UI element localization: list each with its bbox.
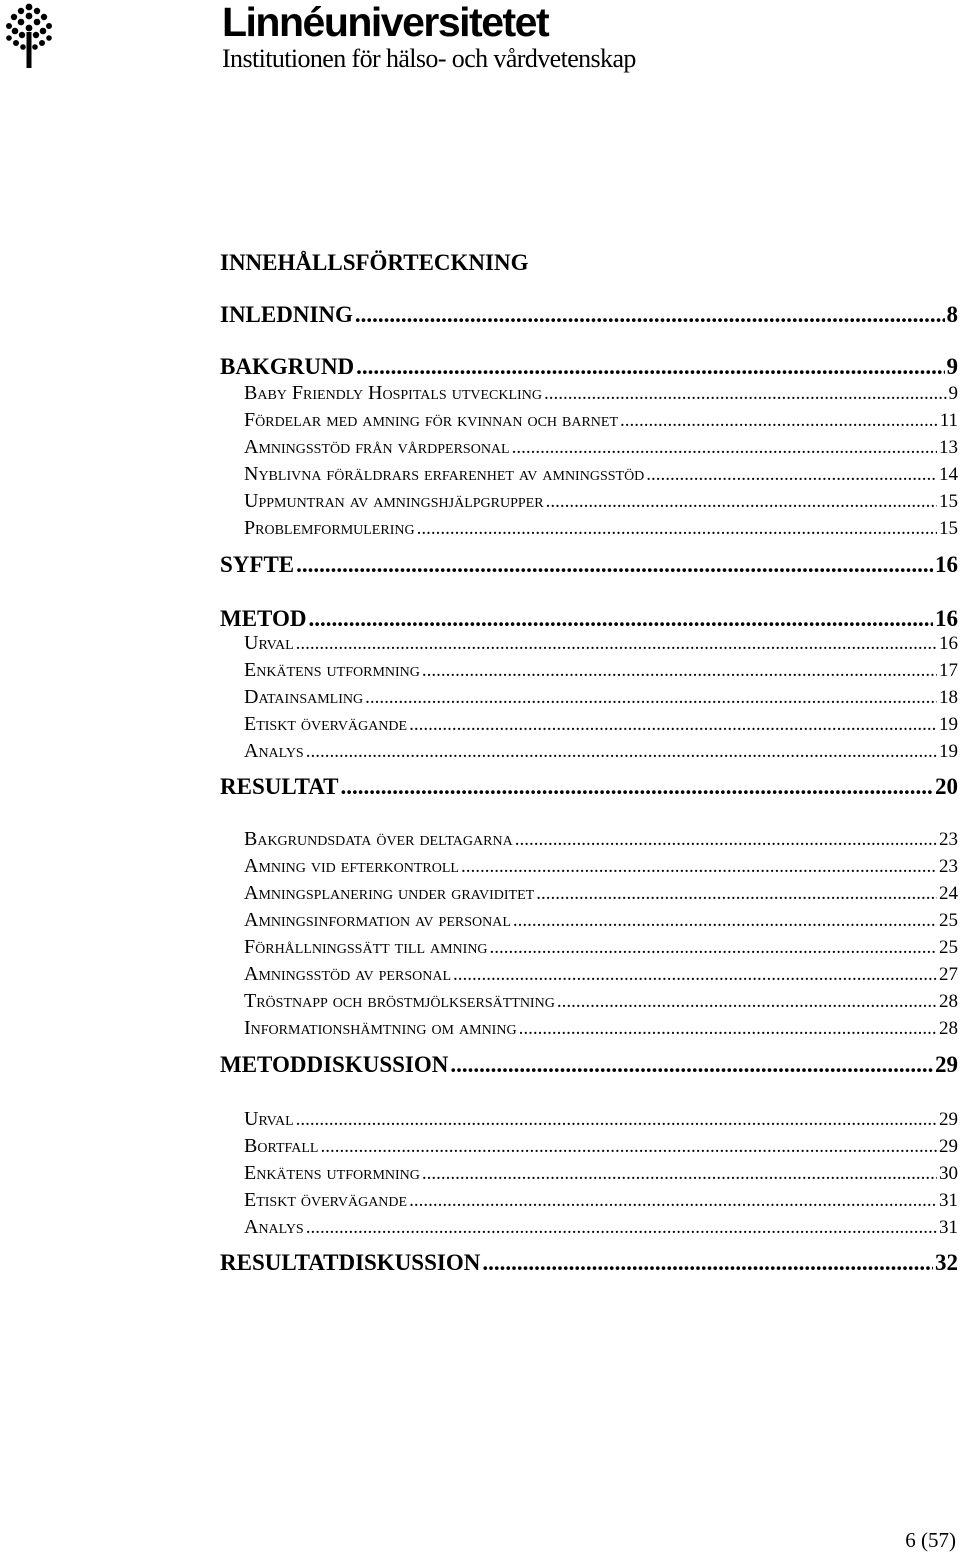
- toc-entry: [220, 382, 958, 405]
- toc-entry-page: 28: [939, 991, 958, 1012]
- toc-entry: [220, 1135, 958, 1158]
- toc-leader-dots: [461, 856, 937, 878]
- toc-entry-label: Tröstnapp och bröstmjölksersättning: [244, 990, 555, 1012]
- toc-entry: [220, 855, 958, 878]
- toc-leader-dots: [355, 302, 945, 328]
- toc-entry-label: Baby Friendly Hospitals utveckling: [244, 382, 542, 404]
- toc-entry: [220, 552, 958, 578]
- page-header: [0, 0, 960, 80]
- toc-entry-label: Amning vid efterkontroll: [244, 855, 459, 877]
- toc-entry-page: 17: [939, 660, 958, 681]
- toc-entry: [220, 1250, 958, 1276]
- toc-entry-page: 31: [939, 1190, 958, 1211]
- institution-name: Institutionen för hälso- och vårdvetenskap: [222, 44, 636, 73]
- toc-entry: [220, 409, 958, 432]
- toc-entry-page: 25: [939, 937, 958, 958]
- toc-entry-label: Problemformulering: [244, 517, 415, 539]
- toc-entry: [220, 774, 958, 800]
- toc-entry-page: 19: [939, 714, 958, 735]
- toc-entry-page: 9: [946, 354, 958, 379]
- toc-leader-dots: [306, 1217, 937, 1239]
- toc-entry: [220, 517, 958, 540]
- toc-leader-dots: [308, 606, 933, 632]
- toc-entry: [220, 1216, 958, 1239]
- toc-entry-page: 24: [939, 883, 958, 904]
- toc-entry: [220, 1017, 958, 1040]
- toc-entry-label: METOD: [220, 606, 307, 631]
- toc-entry-label: Amningsstöd av personal: [244, 963, 451, 985]
- tree-logo-icon: [4, 2, 54, 68]
- toc-entry-page: 19: [939, 741, 958, 762]
- toc-entry: [220, 963, 958, 986]
- toc-entry-label: Analys: [244, 1216, 304, 1238]
- toc-leader-dots: [490, 937, 937, 959]
- toc-heading: INNEHÅLLSFÖRTECKNING: [220, 250, 529, 275]
- toc-entry: [220, 632, 958, 655]
- toc-entry-page: 25: [939, 910, 958, 931]
- toc-entry: [220, 1108, 958, 1131]
- toc-leader-dots: [296, 633, 937, 655]
- toc-entry-label: BAKGRUND: [220, 354, 355, 379]
- toc-entry-label: RESULTAT: [220, 774, 339, 799]
- toc-entry-page: 27: [939, 964, 958, 985]
- toc-leader-dots: [320, 1136, 937, 1158]
- toc-entry: [220, 740, 958, 763]
- toc-leader-dots: [544, 383, 947, 405]
- toc-leader-dots: [422, 1163, 937, 1185]
- toc-entry-page: 15: [939, 491, 958, 512]
- toc-entry-page: 29: [939, 1136, 958, 1157]
- toc-entry-label: Amningsstöd från vårdpersonal: [244, 436, 510, 458]
- toc-leader-dots: [557, 991, 937, 1013]
- toc-entry-label: Urval: [244, 1108, 294, 1130]
- toc-leader-dots: [453, 964, 937, 986]
- toc-entry-page: 9: [948, 383, 958, 404]
- toc-entry-label: Enkätens utformning: [244, 1162, 420, 1184]
- toc-entry-label: Fördelar med amning för kvinnan och barnet: [244, 409, 619, 431]
- toc-entry: [220, 606, 958, 632]
- toc-entry-label: Urval: [244, 632, 294, 654]
- toc-leader-dots: [306, 741, 937, 763]
- university-name: Linnéuniversitetet: [222, 0, 549, 45]
- toc-entry-label: Etiskt övervägande: [244, 713, 408, 735]
- toc-entry-label: Amningsplanering under graviditet: [244, 882, 535, 904]
- toc-leader-dots: [519, 1018, 937, 1040]
- toc-entry: [220, 936, 958, 959]
- toc-entry-page: 13: [939, 437, 958, 458]
- toc-entry: [220, 463, 958, 486]
- toc-entry-label: Enkätens utformning: [244, 659, 420, 681]
- toc-entry-label: Datainsamling: [244, 686, 364, 708]
- toc-entry-label: Förhållningssätt till amning: [244, 936, 488, 958]
- toc-leader-dots: [513, 910, 937, 932]
- toc-entry-label: Analys: [244, 740, 304, 762]
- toc-leader-dots: [296, 552, 933, 578]
- toc-leader-dots: [409, 1190, 937, 1212]
- toc-entry-label: Nyblivna föräldrars erfarenhet av amningsstöd: [244, 463, 645, 485]
- toc-entry-page: 29: [935, 1052, 958, 1077]
- toc-leader-dots: [417, 518, 937, 540]
- toc-entry-page: 30: [939, 1163, 958, 1184]
- toc-leader-dots: [422, 660, 937, 682]
- page-number: 6 (57): [905, 1528, 956, 1552]
- toc-entry-label: Bortfall: [244, 1135, 319, 1157]
- toc-entry: [220, 1162, 958, 1185]
- toc-entry: [220, 1052, 958, 1078]
- toc-leader-dots: [515, 829, 937, 851]
- toc-entry: [220, 490, 958, 513]
- toc-entry: [220, 659, 958, 682]
- toc-entry-page: 16: [935, 552, 958, 577]
- toc-entry-label: Bakgrundsdata över deltagarna: [244, 828, 513, 850]
- toc-entry-page: 15: [939, 518, 958, 539]
- toc-leader-dots: [646, 464, 937, 486]
- toc-entry-page: 16: [935, 606, 958, 631]
- toc-entry-label: RESULTATDISKUSSION: [220, 1250, 481, 1275]
- toc-entry: [220, 354, 958, 380]
- toc-entry: [220, 990, 958, 1013]
- toc-entry: [220, 436, 958, 459]
- toc-leader-dots: [546, 491, 937, 513]
- toc-entry: [220, 909, 958, 932]
- toc-leader-dots: [296, 1109, 937, 1131]
- toc-entry-page: 28: [939, 1018, 958, 1039]
- toc-entry-page: 29: [939, 1109, 958, 1130]
- toc-entry-page: 23: [939, 856, 958, 877]
- toc-entry-label: Amningsinformation av personal: [244, 909, 511, 931]
- toc-entry: [220, 882, 958, 905]
- toc-entry-label: Uppmuntran av amningshjälpgrupper: [244, 490, 544, 512]
- toc-entry: [220, 302, 958, 328]
- toc-leader-dots: [409, 714, 937, 736]
- toc-entry-page: 11: [939, 410, 958, 431]
- toc-entry-page: 14: [939, 464, 958, 485]
- toc-leader-dots: [356, 354, 944, 380]
- toc-entry-label: METODDISKUSSION: [220, 1052, 449, 1077]
- toc-leader-dots: [450, 1052, 933, 1078]
- toc-entry-page: 16: [939, 633, 958, 654]
- toc-entry-label: Etiskt övervägande: [244, 1189, 408, 1211]
- toc-entry-page: 18: [939, 687, 958, 708]
- toc-entry-page: 23: [939, 829, 958, 850]
- toc-entry-page: 20: [935, 774, 958, 799]
- toc-entry-label: SYFTE: [220, 552, 295, 577]
- toc-entry: [220, 1189, 958, 1212]
- toc-leader-dots: [620, 410, 938, 432]
- toc-entry-page: 31: [939, 1217, 958, 1238]
- toc-entry: [220, 713, 958, 736]
- toc-entry-page: 8: [946, 302, 958, 327]
- toc-leader-dots: [512, 437, 937, 459]
- toc-entry: [220, 828, 958, 851]
- toc-entry-page: 32: [935, 1250, 958, 1275]
- toc-entry: [220, 686, 958, 709]
- toc-entry-label: Informationshämtning om amning: [244, 1017, 517, 1039]
- toc-leader-dots: [365, 687, 937, 709]
- toc-leader-dots: [482, 1250, 933, 1276]
- toc-leader-dots: [536, 883, 937, 905]
- toc-leader-dots: [340, 774, 933, 800]
- toc-entry-label: INLEDNING: [220, 302, 353, 327]
